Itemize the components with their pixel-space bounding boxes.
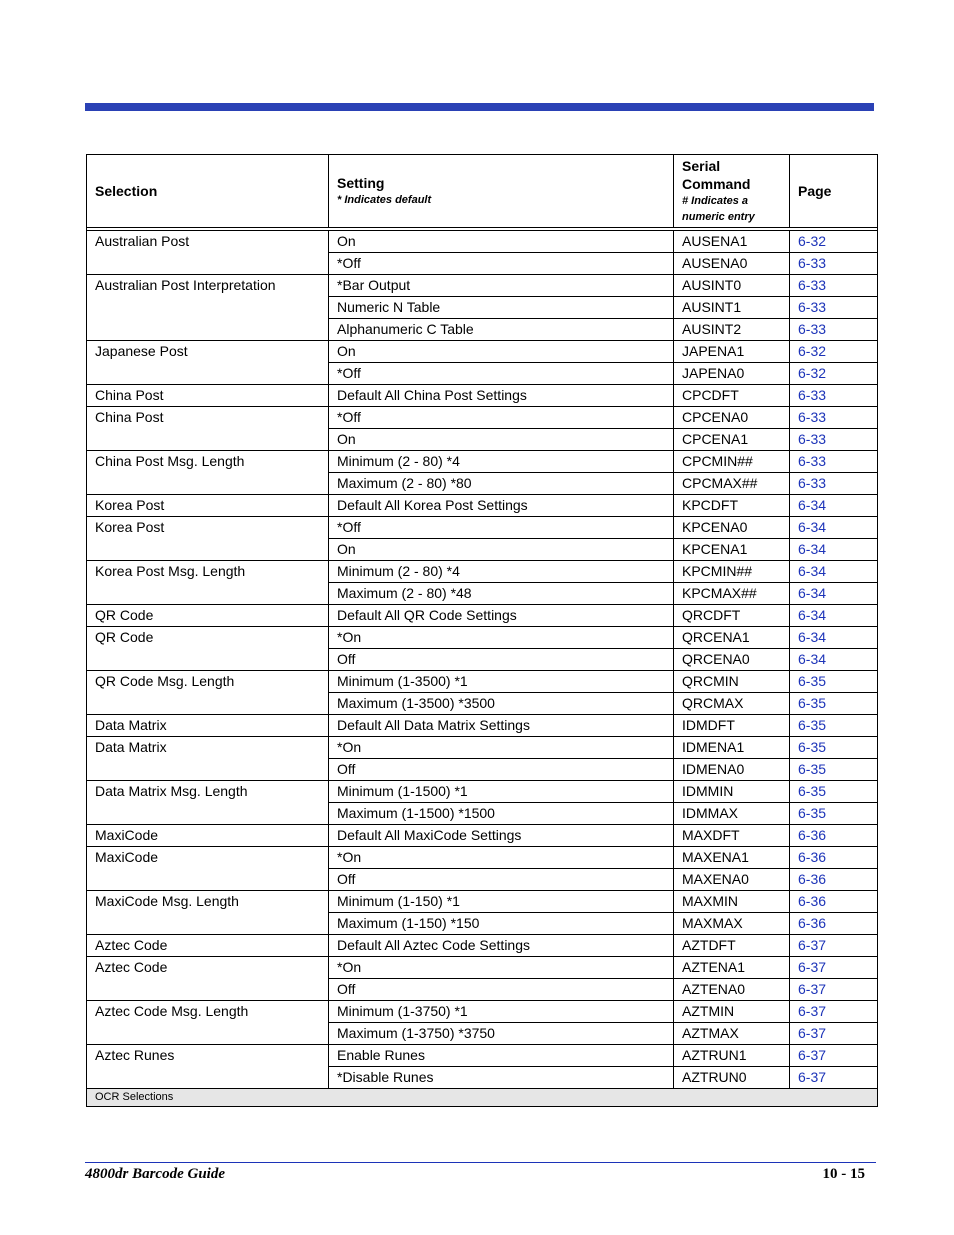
command-cell: CPCDFT [674, 385, 790, 407]
settings-table [86, 154, 878, 1107]
page-link[interactable]: 6-34 [790, 583, 878, 605]
setting-cell: Default All QR Code Settings [329, 605, 674, 627]
command-cell: AZTMAX [674, 1023, 790, 1045]
table-row [87, 451, 878, 473]
command-cell: AUSINT2 [674, 319, 790, 341]
table-row [87, 935, 878, 957]
setting-cell: Default All Korea Post Settings [329, 495, 674, 517]
setting-cell: *On [329, 847, 674, 869]
setting-cell: Minimum (2 - 80) *4 [329, 451, 674, 473]
command-cell: AZTENA1 [674, 957, 790, 979]
command-cell: IDMMIN [674, 781, 790, 803]
selection-cell: MaxiCode Msg. Length [87, 891, 329, 935]
page-link[interactable]: 6-33 [790, 319, 878, 341]
table-row [87, 1045, 878, 1067]
page-link[interactable]: 6-35 [790, 759, 878, 781]
setting-cell: Numeric N Table [329, 297, 674, 319]
page-link[interactable]: 6-32 [790, 363, 878, 385]
command-cell: AZTDFT [674, 935, 790, 957]
command-cell: AZTMIN [674, 1001, 790, 1023]
page-link[interactable]: 6-33 [790, 297, 878, 319]
setting-cell: Default All Data Matrix Settings [329, 715, 674, 737]
table-row [87, 341, 878, 363]
command-cell: QRCMAX [674, 693, 790, 715]
command-cell: JAPENA1 [674, 341, 790, 363]
command-note-line2: numeric entry [682, 211, 755, 223]
page-link[interactable]: 6-34 [790, 649, 878, 671]
selection-cell: Data Matrix [87, 737, 329, 781]
selection-cell: Data Matrix [87, 715, 329, 737]
selection-cell: QR Code [87, 605, 329, 627]
command-cell: KPCENA1 [674, 539, 790, 561]
table-row [87, 275, 878, 297]
command-cell: AUSENA1 [674, 231, 790, 253]
table-row [87, 495, 878, 517]
selection-cell: MaxiCode [87, 847, 329, 891]
setting-cell: Off [329, 649, 674, 671]
setting-cell: Minimum (1-1500) *1 [329, 781, 674, 803]
command-cell: MAXMAX [674, 913, 790, 935]
setting-cell: Maximum (1-150) *150 [329, 913, 674, 935]
setting-cell: *Off [329, 363, 674, 385]
setting-cell: Maximum (1-1500) *1500 [329, 803, 674, 825]
page-link[interactable]: 6-36 [790, 891, 878, 913]
table-row [87, 715, 878, 737]
setting-cell: Minimum (1-3750) *1 [329, 1001, 674, 1023]
table-row [87, 847, 878, 869]
setting-cell: *Off [329, 407, 674, 429]
table-body [87, 228, 878, 1089]
command-cell: QRCMIN [674, 671, 790, 693]
header-rule [85, 103, 874, 111]
table-row [87, 671, 878, 693]
setting-cell: Minimum (1-150) *1 [329, 891, 674, 913]
page-link[interactable]: 6-34 [790, 561, 878, 583]
table-row [87, 1001, 878, 1023]
command-cell: AZTRUN0 [674, 1067, 790, 1089]
selection-cell: Korea Post [87, 495, 329, 517]
selection-cell: China Post [87, 385, 329, 407]
page-link[interactable]: 6-36 [790, 825, 878, 847]
selection-cell: Australian Post Interpretation [87, 275, 329, 341]
command-cell: AUSENA0 [674, 253, 790, 275]
setting-cell: *Bar Output [329, 275, 674, 297]
page-link[interactable]: 6-34 [790, 627, 878, 649]
setting-cell: *On [329, 957, 674, 979]
page-link[interactable]: 6-36 [790, 869, 878, 891]
setting-cell: *On [329, 737, 674, 759]
page-link[interactable]: 6-37 [790, 1067, 878, 1089]
page-link[interactable]: 6-35 [790, 781, 878, 803]
page-link[interactable]: 6-33 [790, 253, 878, 275]
selection-cell: QR Code Msg. Length [87, 671, 329, 715]
page-link[interactable]: 6-37 [790, 1001, 878, 1023]
setting-cell: Off [329, 979, 674, 1001]
command-cell: IDMENA1 [674, 737, 790, 759]
page-link[interactable]: 6-36 [790, 847, 878, 869]
page-link[interactable]: 6-37 [790, 1023, 878, 1045]
setting-note: * Indicates default [337, 194, 432, 206]
command-cell: CPCENA0 [674, 407, 790, 429]
table-row [87, 517, 878, 539]
command-cell: QRCENA0 [674, 649, 790, 671]
command-cell: IDMDFT [674, 715, 790, 737]
command-cell: IDMMAX [674, 803, 790, 825]
selection-cell: Aztec Code Msg. Length [87, 1001, 329, 1045]
command-cell: KPCMAX## [674, 583, 790, 605]
table-row [87, 957, 878, 979]
selection-cell: Aztec Code [87, 957, 329, 1001]
command-note-line1: # Indicates a [682, 195, 749, 207]
command-cell: MAXDFT [674, 825, 790, 847]
command-cell: AUSINT0 [674, 275, 790, 297]
selection-cell: Australian Post [87, 231, 329, 275]
table-row [87, 825, 878, 847]
command-cell: AZTRUN1 [674, 1045, 790, 1067]
table-row [87, 627, 878, 649]
page-link[interactable]: 6-35 [790, 737, 878, 759]
page-link[interactable]: 6-37 [790, 1045, 878, 1067]
page-link[interactable]: 6-37 [790, 957, 878, 979]
setting-cell: Maximum (2 - 80) *48 [329, 583, 674, 605]
page-link[interactable]: 6-32 [790, 231, 878, 253]
setting-cell: Maximum (1-3750) *3750 [329, 1023, 674, 1045]
page-link[interactable]: 6-35 [790, 693, 878, 715]
selection-cell: Aztec Code [87, 935, 329, 957]
setting-cell: Maximum (2 - 80) *80 [329, 473, 674, 495]
table-row [87, 231, 878, 253]
command-cell: CPCMAX## [674, 473, 790, 495]
setting-cell: *On [329, 627, 674, 649]
page-link[interactable]: 6-34 [790, 517, 878, 539]
page-link[interactable]: 6-33 [790, 385, 878, 407]
page-link[interactable]: 6-33 [790, 407, 878, 429]
selection-cell: QR Code [87, 627, 329, 671]
selection-cell: China Post Msg. Length [87, 451, 329, 495]
page-link[interactable]: 6-34 [790, 495, 878, 517]
selection-cell: Korea Post [87, 517, 329, 561]
command-cell: AUSINT1 [674, 297, 790, 319]
setting-cell: Minimum (1-3500) *1 [329, 671, 674, 693]
page-link[interactable]: 6-33 [790, 275, 878, 297]
page-link[interactable]: 6-34 [790, 539, 878, 561]
footer-title: 4800dr Barcode Guide [85, 1166, 225, 1182]
page-link[interactable]: 6-37 [790, 979, 878, 1001]
command-cell: CPCENA1 [674, 429, 790, 451]
page-link[interactable]: 6-33 [790, 429, 878, 451]
page-link[interactable]: 6-35 [790, 803, 878, 825]
column-header-command: Serial Command # Indicates a numeric entry [674, 155, 790, 228]
command-cell: JAPENA0 [674, 363, 790, 385]
setting-cell: Default All Aztec Code Settings [329, 935, 674, 957]
table-row [87, 891, 878, 913]
setting-cell: Maximum (1-3500) *3500 [329, 693, 674, 715]
column-header-page: Page [790, 155, 878, 228]
column-header-selection: Selection [87, 155, 329, 228]
command-cell: MAXENA1 [674, 847, 790, 869]
setting-cell: *Off [329, 517, 674, 539]
command-cell: MAXENA0 [674, 869, 790, 891]
command-cell: KPCDFT [674, 495, 790, 517]
command-cell: KPCENA0 [674, 517, 790, 539]
page-link[interactable]: 6-33 [790, 473, 878, 495]
command-cell: MAXMIN [674, 891, 790, 913]
command-cell: AZTENA0 [674, 979, 790, 1001]
setting-cell: On [329, 539, 674, 561]
page-link[interactable]: 6-35 [790, 671, 878, 693]
command-cell: QRCDFT [674, 605, 790, 627]
table-row [87, 407, 878, 429]
page-link[interactable]: 6-35 [790, 715, 878, 737]
selection-cell: MaxiCode [87, 825, 329, 847]
setting-cell: Default All MaxiCode Settings [329, 825, 674, 847]
command-cell: CPCMIN## [674, 451, 790, 473]
setting-cell: Off [329, 869, 674, 891]
page-link[interactable]: 6-32 [790, 341, 878, 363]
command-cell: QRCENA1 [674, 627, 790, 649]
setting-cell: On [329, 231, 674, 253]
command-cell: KPCMIN## [674, 561, 790, 583]
column-header-setting: Setting * Indicates default [329, 155, 674, 228]
table-row [87, 737, 878, 759]
page-link[interactable]: 6-36 [790, 913, 878, 935]
setting-cell: On [329, 341, 674, 363]
table-row [87, 605, 878, 627]
setting-cell: Off [329, 759, 674, 781]
setting-cell: Alphanumeric C Table [329, 319, 674, 341]
selection-cell: Aztec Runes [87, 1045, 329, 1089]
setting-cell: Enable Runes [329, 1045, 674, 1067]
setting-cell: On [329, 429, 674, 451]
footer-rule [85, 1162, 876, 1163]
page-link[interactable]: 6-33 [790, 451, 878, 473]
setting-cell: Default All China Post Settings [329, 385, 674, 407]
setting-cell: *Off [329, 253, 674, 275]
table-row [87, 781, 878, 803]
page-link[interactable]: 6-37 [790, 935, 878, 957]
ocr-selections-section: OCR Selections [87, 1089, 878, 1107]
table-row [87, 561, 878, 583]
setting-cell: *Disable Runes [329, 1067, 674, 1089]
selection-cell: Korea Post Msg. Length [87, 561, 329, 605]
setting-cell: Minimum (2 - 80) *4 [329, 561, 674, 583]
selection-cell: Japanese Post [87, 341, 329, 385]
command-cell: IDMENA0 [674, 759, 790, 781]
selection-cell: China Post [87, 407, 329, 451]
selection-cell: Data Matrix Msg. Length [87, 781, 329, 825]
table-row [87, 385, 878, 407]
footer-page-number: 10 - 15 [822, 1166, 865, 1182]
page-link[interactable]: 6-34 [790, 605, 878, 627]
